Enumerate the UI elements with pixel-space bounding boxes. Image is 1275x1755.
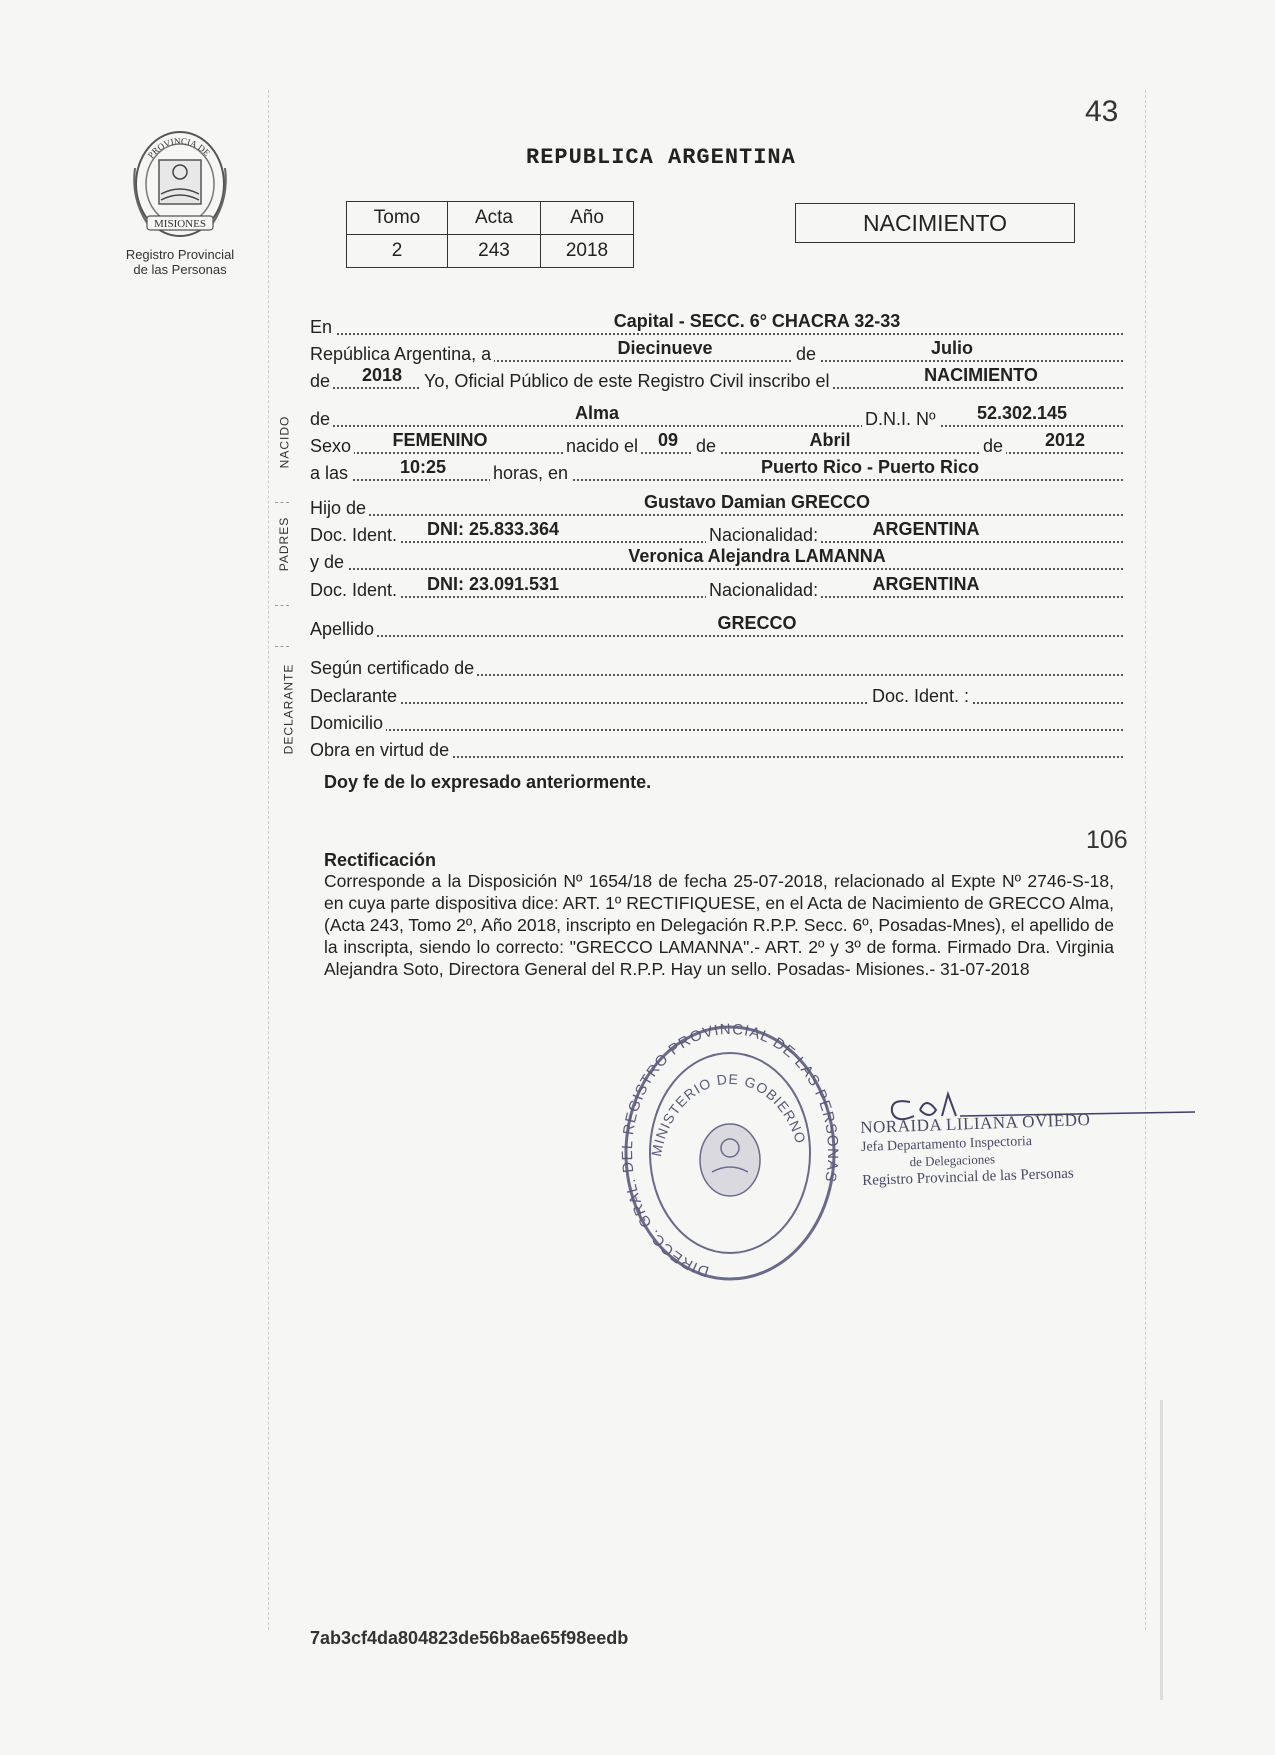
logo-caption-line2: de las Personas (133, 262, 227, 277)
form-row-padre (310, 493, 1125, 519)
value-nac-anio: 2012 (1044, 430, 1086, 450)
document-title: REPUBLICA ARGENTINA (526, 145, 796, 170)
form-row-sexo (310, 431, 1125, 457)
label-obra: Obra en virtud de (310, 740, 452, 761)
label-hijo-de: Hijo de (310, 498, 369, 519)
label-de-anio: de (310, 371, 333, 392)
label-nacionalidad-padre: Nacionalidad: (706, 525, 821, 546)
label-declarante: Declarante (310, 686, 400, 707)
form-row-lugar (310, 312, 1125, 338)
signatory-title1: Jefa Departamento Inspectoria (860, 1134, 1033, 1155)
value-anio: 2018 (361, 365, 403, 385)
value-nac-mes: Abril (809, 430, 851, 450)
rectification-heading: Rectificación (324, 850, 437, 870)
form-row-hora (310, 458, 1125, 484)
logo-caption-line1: Registro Provincial (125, 247, 235, 262)
seal-bottom-text: MISIONES (154, 218, 206, 230)
label-de-nac-anio: de (980, 436, 1006, 457)
stamp-outer-text: DIRECC. GRAL. DEL REGISTRO PROVINCIAL DE LAS PERSONAS (620, 1022, 840, 1281)
rectification-body: Corresponde a la Disposición Nº 1654/18 de fecha 25-07-2018, relacionado al Expte Nº 2746-S-18, en cuya parte dispositiva dice: ART. 1º RECTIFIQUESE, en el Acta de Nacimiento de GRECCO Alma, (Acta 243, Tomo 2º, Año 2018, inscripto en Delegación R.P.P. Secc. 6º, Posadas-Mnes), el apellido de la inscripta, siendo lo correcto: "GRECCO LAMANNA".- ART. 2º y 3º de forma. Firmado Dra. Virginia Alejandra Soto, Directora General del R.P.P. Hay un sello. Posadas- Misiones.- 31-07-2018 (324, 871, 1114, 979)
section-label-declarante: DECLARANTE (281, 663, 296, 755)
value-tomo: 2 (347, 235, 448, 268)
label-republica: República Argentina, a (310, 344, 494, 365)
value-sexo: FEMENINO (392, 430, 488, 450)
registry-table (346, 201, 634, 268)
header-tomo: Tomo (347, 202, 448, 235)
label-nacido: nacido el (563, 436, 641, 457)
label-de-nac-mes: de (693, 436, 719, 457)
form-row-obra (310, 735, 1125, 761)
header-anio: Año (541, 202, 634, 235)
act-type-box: NACIMIENTO (795, 203, 1075, 243)
value-lugar-nac: Puerto Rico - Puerto Rico (760, 457, 980, 477)
form-row-fecha (310, 339, 1125, 365)
stamp-inner-text: MINISTERIO DE GOBIERNO (648, 1070, 810, 1158)
form-row-domicilio (310, 708, 1125, 734)
left-margin-line (268, 90, 269, 1630)
label-apellido: Apellido (310, 619, 377, 640)
value-apellido: GRECCO (717, 613, 797, 633)
label-de-mes: de (793, 344, 819, 365)
signatory-name: NORAIDA LILIANA OVIEDO (860, 1109, 1091, 1137)
value-nac-dia: 09 (657, 430, 679, 450)
value-madre: Veronica Alejandra LAMANNA (628, 546, 886, 566)
form-row-padre-doc (310, 520, 1125, 546)
value-tipo: NACIMIENTO (924, 365, 1038, 385)
label-doc-ident-madre: Doc. Ident. (310, 580, 400, 601)
value-acta: 243 (448, 235, 541, 268)
registry-value-row (347, 235, 634, 268)
section-label-nacido: NACIDO (277, 415, 292, 469)
form-row-inscribo (310, 366, 1125, 392)
section-label-padres: PADRES (277, 516, 292, 572)
stamp-icon (620, 1022, 840, 1284)
label-horas: horas, en (490, 463, 571, 484)
signatory-title3: Registro Provincial de las Personas (861, 1165, 1074, 1189)
logo-caption (105, 247, 255, 277)
registry-header-row (347, 202, 634, 235)
label-doc-ident-declarante: Doc. Ident. : (869, 686, 972, 707)
label-yo: Yo, Oficial Público de este Registro Civil inscribo el (421, 371, 833, 392)
section-divider (275, 605, 289, 606)
seal-top-text: PROVINCIA DE (145, 135, 213, 161)
label-a-las: a las (310, 463, 351, 484)
section-divider (275, 646, 289, 647)
section-divider (275, 502, 289, 503)
value-madre-nac: ARGENTINA (872, 574, 980, 594)
form-row-apellido (310, 614, 1125, 640)
value-padre-nac: ARGENTINA (872, 519, 980, 539)
form-row-nombre (310, 404, 1125, 430)
value-madre-dni: DNI: 23.091.531 (426, 574, 560, 594)
header-acta: Acta (448, 202, 541, 235)
form-row-madre-doc (310, 575, 1125, 601)
label-sexo: Sexo (310, 436, 354, 457)
province-seal-logo (125, 128, 235, 243)
label-dni: D.N.I. Nº (862, 409, 939, 430)
label-nacionalidad-madre: Nacionalidad: (706, 580, 821, 601)
value-padre: Gustavo Damian GRECCO (643, 492, 871, 512)
label-de-nombre: de (310, 409, 333, 430)
signatory-title2: de Delegaciones (909, 1151, 996, 1170)
doy-fe-statement: Doy fe de lo expresado anteriormente. (324, 772, 652, 792)
value-anio: 2018 (541, 235, 634, 268)
document-hash: 7ab3cf4da804823de56b8ae65f98eedb (310, 1628, 629, 1648)
rectification-number: 106 (1086, 826, 1128, 854)
page-number: 43 (1085, 95, 1119, 128)
form-row-madre (310, 547, 1125, 573)
value-dni: 52.302.145 (976, 403, 1068, 423)
label-doc-ident-padre: Doc. Ident. (310, 525, 400, 546)
seal-icon (125, 128, 235, 243)
value-nombre: Alma (574, 403, 620, 423)
value-lugar: Capital - SECC. 6° CHACRA 32-33 (613, 311, 901, 331)
value-padre-dni: DNI: 25.833.364 (426, 519, 560, 539)
bottom-edge (1160, 1400, 1163, 1700)
signatory-block (860, 1110, 1092, 1190)
label-domicilio: Domicilio (310, 713, 386, 734)
label-en: En (310, 317, 335, 338)
label-y-de: y de (310, 552, 347, 573)
form-row-declarante (310, 681, 1125, 707)
value-mes: Julio (930, 338, 974, 358)
official-stamp (620, 1022, 840, 1284)
value-hora: 10:25 (399, 457, 447, 477)
label-segun: Según certificado de (310, 658, 477, 679)
right-margin-line (1145, 90, 1146, 1630)
value-dia: Diecinueve (617, 338, 713, 358)
form-row-certificado (310, 653, 1125, 679)
